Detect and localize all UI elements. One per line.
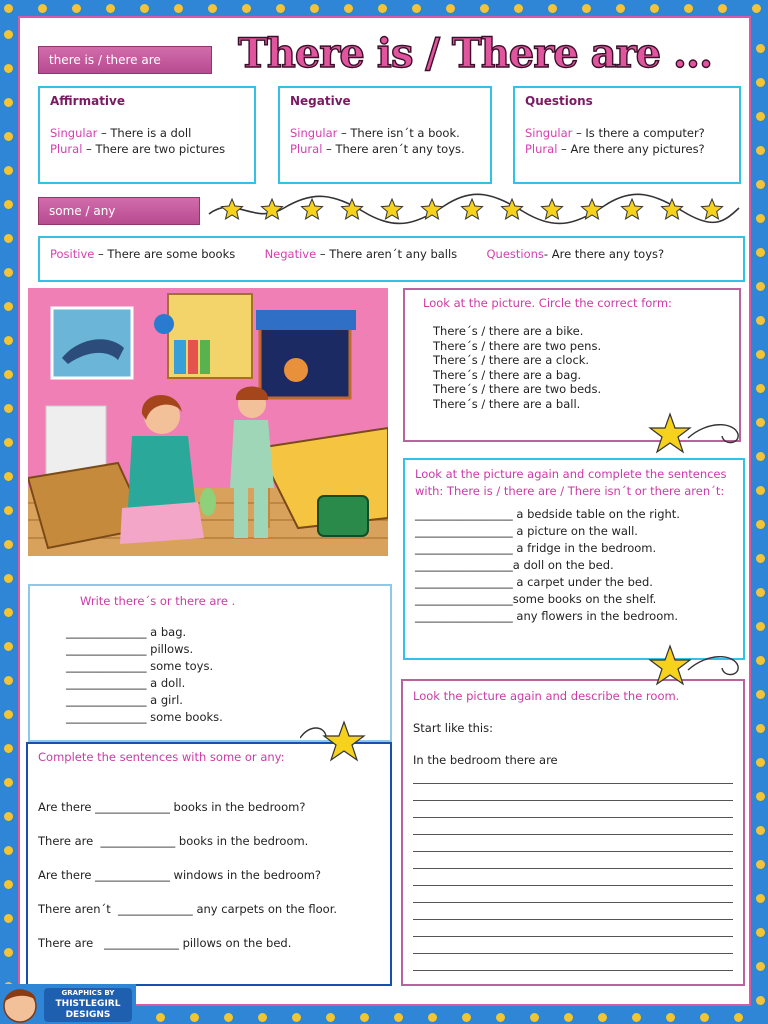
singular-label: Singular — [50, 126, 98, 140]
background-dot — [734, 1013, 743, 1022]
writing-line[interactable] — [413, 970, 733, 971]
garland-star-icon — [422, 199, 443, 219]
background-dot — [530, 1013, 539, 1022]
credit-line-2: THISTLEGIRL — [55, 999, 121, 1009]
background-dot — [4, 234, 13, 243]
some-any-examples-box — [38, 236, 745, 282]
credit-line-1: GRAPHICS BY — [61, 989, 115, 997]
background-dot — [756, 860, 765, 869]
singular-label: Singular — [525, 126, 573, 140]
background-dot — [632, 1013, 641, 1022]
exercise4-item[interactable]: There are _____________ pillows on the bed. — [38, 936, 292, 950]
exercise1-item[interactable]: There´s / there are a bag. — [433, 367, 582, 382]
background-dot — [394, 1013, 403, 1022]
background-dot — [756, 996, 765, 1005]
background-dot — [4, 4, 13, 13]
background-dot — [38, 4, 47, 13]
background-dot — [156, 1013, 165, 1022]
background-dot — [756, 792, 765, 801]
background-dot — [4, 880, 13, 889]
garland-star-icon — [702, 199, 723, 219]
plural-label: Plural — [50, 142, 83, 156]
background-dot — [4, 608, 13, 617]
exercise5-opening-line: In the bedroom there are — [413, 753, 558, 767]
background-dot — [174, 4, 183, 13]
background-dot — [242, 4, 251, 13]
background-dot — [378, 4, 387, 13]
writing-line[interactable] — [413, 936, 733, 937]
singular-label: Singular — [290, 126, 338, 140]
garland-star-icon — [222, 199, 243, 219]
affirmative-plural-text: – There are two pictures — [82, 142, 226, 156]
writing-line[interactable] — [413, 885, 733, 886]
background-dot — [756, 112, 765, 121]
background-dot — [292, 1013, 301, 1022]
background-dot — [4, 64, 13, 73]
background-dot — [4, 438, 13, 447]
exercise3-list — [66, 624, 378, 726]
plural-label: Plural — [525, 142, 558, 156]
background-dot — [666, 1013, 675, 1022]
background-dot — [4, 472, 13, 481]
questions-box — [513, 86, 741, 184]
background-dot — [756, 214, 765, 223]
background-dot — [684, 4, 693, 13]
garland-star-icon — [542, 199, 563, 219]
exercise4-instruction: Complete the sentences with some or any: — [38, 750, 285, 764]
credit-line-3: DESIGNS — [65, 1010, 111, 1020]
background-dot — [756, 180, 765, 189]
background-dot — [752, 4, 761, 13]
questions-label: Questions — [486, 247, 544, 261]
exercise4-item[interactable]: Are there _____________ windows in the bedroom? — [38, 868, 322, 882]
background-dot — [756, 452, 765, 461]
writing-line[interactable] — [413, 800, 733, 801]
exercise4-item[interactable]: There are _____________ books in the bedroom. — [38, 834, 309, 848]
writing-line[interactable] — [413, 851, 733, 852]
garland-star-icon — [462, 199, 483, 219]
positive-example: – There are some books — [94, 247, 236, 261]
background-dot — [756, 928, 765, 937]
background-dot — [756, 418, 765, 427]
garland-star-icon — [262, 199, 283, 219]
exercise1-item[interactable]: There´s / there are a bike. — [433, 324, 584, 338]
exercise1-item[interactable]: There´s / there are two pens. — [433, 338, 602, 353]
background-dot — [4, 846, 13, 855]
background-dot — [756, 690, 765, 699]
exercise2-instruction: Look at the picture again and complete the sentences with: There is / there are / There isn´t or there aren´t: — [415, 467, 727, 498]
affirmative-plural — [50, 142, 244, 156]
background-dot — [756, 588, 765, 597]
exercise4-list — [38, 790, 380, 960]
background-dot — [4, 370, 13, 379]
star-swirl-decoration — [648, 642, 744, 698]
exercise5-start-label: Start like this: — [413, 721, 493, 735]
background-dot — [756, 146, 765, 155]
writing-line[interactable] — [413, 953, 733, 954]
background-dot — [310, 4, 319, 13]
writing-line[interactable] — [413, 783, 733, 784]
negative-example: – There aren´t any balls — [316, 247, 458, 261]
exercise-complete-sentences — [403, 458, 745, 660]
exercise2-item[interactable]: _________________a doll on the bed. — [415, 558, 614, 572]
background-dot — [480, 4, 489, 13]
background-dot — [756, 78, 765, 87]
background-dot — [4, 812, 13, 821]
exercise2-item[interactable]: _________________ a carpet under the bed. — [415, 575, 653, 589]
background-dot — [564, 1013, 573, 1022]
background-dot — [224, 1013, 233, 1022]
exercise2-item[interactable]: _________________some books on the shelf. — [415, 592, 657, 606]
negative-label: Negative — [264, 247, 317, 261]
background-dot — [4, 98, 13, 107]
exercise1-item[interactable]: There´s / there are two beds. — [433, 382, 602, 397]
questions-plural — [525, 142, 729, 156]
background-dot — [756, 316, 765, 325]
star-swirl-decoration — [300, 718, 380, 768]
topic-tag-there-is: there is / there are — [38, 46, 212, 74]
background-dot — [4, 778, 13, 787]
background-dot — [756, 520, 765, 529]
exercise1-item[interactable]: There´s / there are a clock. — [433, 353, 590, 368]
background-dot — [4, 540, 13, 549]
questions-heading: Questions — [525, 94, 593, 108]
topic-tag-some-any: some / any — [38, 197, 200, 225]
background-dot — [446, 4, 455, 13]
background-dot — [582, 4, 591, 13]
exercise2-item[interactable]: _________________ any flowers in the bedroom. — [415, 609, 679, 623]
exercise2-item[interactable]: _________________ a fridge in the bedroom. — [415, 541, 657, 555]
background-dot — [756, 350, 765, 359]
exercise3-instruction: Write there´s or there are . — [80, 594, 236, 608]
background-dot — [756, 486, 765, 495]
worksheet-page — [18, 16, 751, 1006]
writing-lines — [413, 783, 733, 971]
negative-plural — [290, 142, 480, 156]
background-dot — [756, 826, 765, 835]
garland-star-icon — [302, 199, 323, 219]
background-dot — [72, 4, 81, 13]
exercise3-item[interactable]: ______________ a bag. — [66, 625, 187, 639]
background-dot — [106, 4, 115, 13]
background-dot — [276, 4, 285, 13]
exercise2-list — [415, 506, 733, 625]
background-dot — [756, 622, 765, 631]
questions-plural-text: – Are there any pictures? — [557, 142, 705, 156]
exercise3-item[interactable]: ______________ a doll. — [66, 676, 186, 690]
background-dot — [548, 4, 557, 13]
exercise2-item[interactable]: _________________ a bedside table on the right. — [415, 507, 680, 521]
background-dot — [4, 200, 13, 209]
questions-singular-text: – Is there a computer? — [572, 126, 705, 140]
background-dot — [4, 948, 13, 957]
exercise1-item[interactable]: There´s / there are a ball. — [433, 396, 581, 411]
writing-line[interactable] — [413, 868, 733, 869]
background-dot — [4, 336, 13, 345]
plural-label: Plural — [290, 142, 323, 156]
background-dot — [344, 4, 353, 13]
background-dot — [4, 132, 13, 141]
background-dot — [4, 404, 13, 413]
background-dot — [756, 248, 765, 257]
negative-singular-text: – There isn´t a book. — [337, 126, 460, 140]
positive-label: Positive — [50, 247, 95, 261]
background-dot — [4, 268, 13, 277]
page-title: There is / There are … — [238, 30, 713, 77]
background-dot — [756, 44, 765, 53]
background-dot — [462, 1013, 471, 1022]
background-dot — [756, 758, 765, 767]
negative-singular — [290, 126, 480, 140]
background-dot — [756, 384, 765, 393]
background-dot — [650, 4, 659, 13]
exercise5-instruction: Look the picture again and describe the room. — [413, 689, 680, 703]
background-dot — [4, 166, 13, 175]
garland-star-icon — [622, 199, 643, 219]
background-dot — [756, 724, 765, 733]
bedroom-illustration — [28, 288, 388, 556]
background-dot — [4, 574, 13, 583]
background-dot — [756, 962, 765, 971]
background-dot — [616, 4, 625, 13]
exercise3-item[interactable]: ______________ a girl. — [66, 693, 183, 707]
background-dot — [496, 1013, 505, 1022]
affirmative-singular — [50, 126, 244, 140]
credit-badge — [0, 984, 136, 1024]
background-dot — [4, 676, 13, 685]
exercise4-item[interactable]: There aren´t _____________ any carpets on the floor. — [38, 902, 338, 916]
background-dot — [208, 4, 217, 13]
writing-line[interactable] — [413, 834, 733, 835]
negative-heading: Negative — [290, 94, 351, 108]
questions-example: - Are there any toys? — [543, 247, 665, 261]
exercise-some-any — [26, 742, 392, 986]
exercise-describe-room — [401, 679, 745, 986]
exercise3-item[interactable]: ______________ pillows. — [66, 642, 194, 656]
background-dot — [514, 4, 523, 13]
exercise1-list — [433, 324, 721, 412]
background-dot — [756, 554, 765, 563]
writing-line[interactable] — [413, 919, 733, 920]
exercise3-item[interactable]: ______________ some books. — [66, 710, 223, 724]
negative-box — [278, 86, 492, 184]
background-dot — [700, 1013, 709, 1022]
negative-plural-text: – There aren´t any toys. — [322, 142, 465, 156]
background-dot — [140, 4, 149, 13]
background-dot — [428, 1013, 437, 1022]
background-dot — [756, 656, 765, 665]
garland-star-icon — [382, 199, 403, 219]
background-dot — [412, 4, 421, 13]
background-dot — [4, 914, 13, 923]
background-dot — [4, 744, 13, 753]
background-dot — [360, 1013, 369, 1022]
exercise4-item[interactable]: Are there _____________ books in the bedroom? — [38, 800, 306, 814]
affirmative-heading: Affirmative — [50, 94, 125, 108]
background-dot — [326, 1013, 335, 1022]
background-dot — [4, 642, 13, 651]
star-garland-decoration — [204, 192, 744, 228]
garland-star-icon — [582, 199, 603, 219]
writing-line[interactable] — [413, 817, 733, 818]
questions-singular — [525, 126, 729, 140]
background-dot — [718, 4, 727, 13]
star-swirl-decoration — [648, 410, 744, 466]
credit-text — [46, 988, 130, 1021]
background-dot — [598, 1013, 607, 1022]
writing-line[interactable] — [413, 902, 733, 903]
background-dot — [756, 894, 765, 903]
affirmative-singular-text: – There is a doll — [97, 126, 192, 140]
background-dot — [4, 30, 13, 39]
exercise1-instruction: Look at the picture. Circle the correct form: — [423, 296, 672, 310]
background-dot — [756, 282, 765, 291]
exercise2-item[interactable]: _________________ a picture on the wall. — [415, 524, 638, 538]
background-dot — [4, 710, 13, 719]
background-dot — [4, 302, 13, 311]
background-dot — [4, 506, 13, 515]
affirmative-box — [38, 86, 256, 184]
background-dot — [190, 1013, 199, 1022]
background-dot — [258, 1013, 267, 1022]
exercise3-item[interactable]: ______________ some toys. — [66, 659, 214, 673]
